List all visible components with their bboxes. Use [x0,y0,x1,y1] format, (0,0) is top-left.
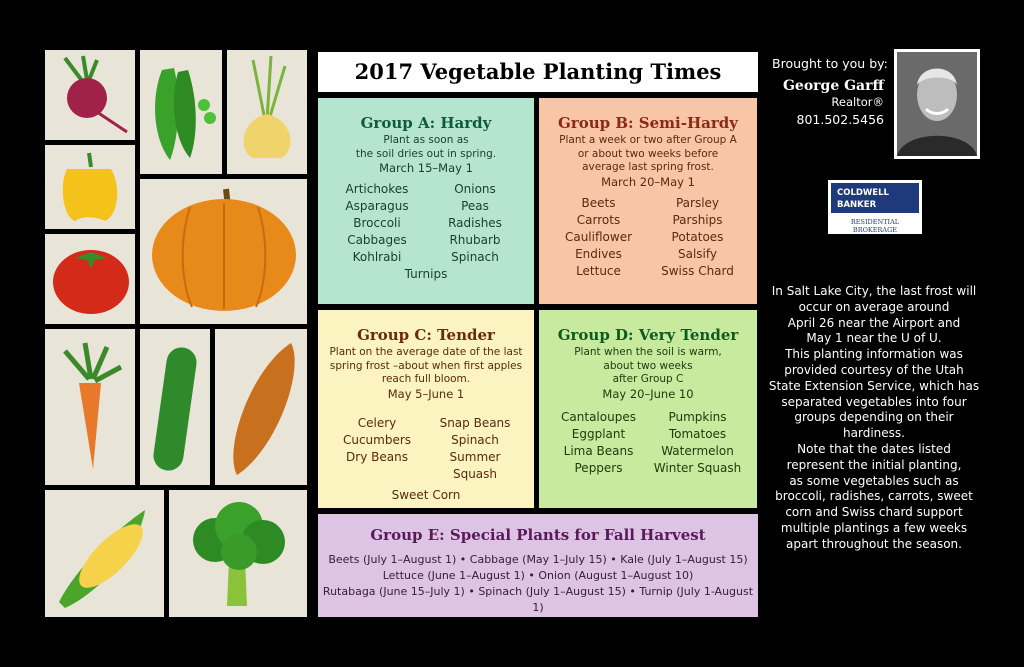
vegetable-item: Pumpkins [668,409,727,424]
group-a-dates: March 15–May 1 [379,161,473,175]
vegetable-item: Winter Squash [653,460,742,475]
vegetable-item: Broccoli [353,216,401,230]
vegetable-item: Rhubarb [449,233,501,247]
group-b-description [539,134,757,175]
vegetable-item: Endives [575,246,622,261]
logo-line: COLDWELL [837,188,889,198]
onion-icon [227,50,307,174]
tile-peas [140,50,222,174]
group-b-vegetable-list [539,195,757,280]
yellow-pepper-icon [45,145,135,229]
beet-icon [45,50,135,140]
tile-corn [45,490,164,617]
page-title: 2017 Vegetable Planting Times [318,52,758,92]
tile-tomato [45,234,135,324]
group-a-desc-line: the soil dries out in spring. [355,147,497,160]
group-c-vegetable-list [318,415,534,483]
group-c-panel [318,310,534,508]
vegetable-item: Cabbages [347,233,407,247]
group-e-line: Beets (July 1–August 1) • Cabbage (May 1–July 15) • Kale (July 1–August 15) [328,553,748,566]
vegetable-item: Lettuce [576,263,621,278]
group-e-schedule [318,552,758,616]
group-a-vegetable-list [318,181,534,266]
info-line: April 26 near the Airport and [787,315,961,330]
vegetable-item: Kohlrabi [352,250,402,264]
info-line: broccoli, radishes, carrots, sweet [775,489,973,504]
vegetable-item: Sweet Corn [391,487,461,502]
group-e-panel [318,514,758,617]
group-d-desc-line: after Group C [612,373,684,385]
group-e-heading: Group E: Special Plants for Fall Harvest [370,526,706,544]
info-line: hardiness. [843,426,905,441]
vegetable-item: Radishes [448,216,502,230]
tile-broccoli [169,490,307,617]
group-b-panel [539,98,757,304]
pea-pod-icon [140,50,222,174]
sponsor-intro: Brought to you by: [772,56,888,71]
group-b-desc-line: or about two weeks before [577,147,719,160]
vegetable-item: Onions [454,182,496,196]
group-d-heading: Group D: Very Tender [557,326,739,344]
group-c-desc-line: reach full bloom. [381,373,471,385]
group-a-desc-line: Plant as soon as [383,134,469,146]
tile-onion [227,50,307,174]
tile-pepper [45,145,135,229]
group-d-desc-line: Plant when the soil is warm, [574,346,722,358]
group-b-desc-line: average last spring frost. [582,161,714,173]
vegetable-item: Artichokes [345,182,409,196]
brokerage-logo [828,180,922,234]
info-line: multiple plantings a few weeks [780,520,968,535]
info-line: Note that the dates listed [797,441,951,456]
vegetable-item: Celery [357,415,397,430]
pumpkin-icon [140,179,307,324]
vegetable-item: Lima Beans [563,443,634,458]
vegetable-item: Summer Squash [449,449,501,481]
vegetable-item: Parships [672,212,723,227]
info-line: corn and Swiss chard support [785,505,963,520]
group-d-desc-line: about two weeks [603,359,693,372]
vegetable-item: Asparagus [345,199,409,213]
agent-name: George Garff [782,78,884,94]
vegetable-item: Tomatoes [668,426,727,441]
info-line: State Extension Service, which has [768,378,980,393]
vegetable-item: Beets [581,195,616,210]
vegetable-item: Peas [461,199,489,213]
logo-subtitle: RESIDENTIAL BROKERAGE [850,218,900,234]
group-e-line: Lettuce (June 1–August 1) • Onion (August 1–August 10) [382,569,694,582]
tile-cucumber [140,329,210,485]
info-line: provided courtesy of the Utah [784,362,964,377]
vegetable-item: Cantaloupes [561,409,636,424]
info-line: apart throughout the season. [786,536,962,551]
info-line: This planting information was [785,347,963,362]
group-c-description [318,346,534,387]
vegetable-item: Cucumbers [342,432,412,447]
agent-phone: 801.502.5456 [796,112,884,127]
agent-portrait-icon [894,49,980,159]
group-c-heading: Group C: Tender [357,326,495,344]
vegetable-item: Parsley [675,195,720,210]
group-b-desc-line: Plant a week or two after Group A [559,134,737,146]
tile-pumpkin [140,179,307,324]
info-line: occur on average around [798,299,950,314]
carrot-icon [45,329,135,485]
info-line: as some vegetables such as [789,473,959,488]
sweet-potato-icon [215,329,307,485]
group-d-dates: May 20–June 10 [602,386,694,401]
group-c-desc-line: Plant on the average date of the last [329,346,523,358]
agent-title: Realtor® [831,95,884,109]
group-b-dates: March 20–May 1 [601,174,695,189]
vegetable-item: Salsify [677,246,717,261]
vegetable-item: Spinach [451,432,499,447]
vegetable-item: Peppers [574,460,623,475]
group-d-description [539,346,757,387]
info-line: represent the initial planting, [786,457,962,472]
tile-sweet-potato [215,329,307,485]
agent-photo [894,49,980,159]
group-a-description [318,134,534,161]
vegetable-item: Eggplant [571,426,626,441]
frost-info-text [768,284,980,553]
info-line: groups depending on their [794,410,954,425]
vegetable-item: Potatoes [671,229,724,244]
broccoli-icon [169,490,307,617]
cucumber-icon [140,329,210,485]
logo-wordmark [831,183,919,213]
vegetable-item: Carrots [576,212,621,227]
info-line: May 1 near the U of U. [806,331,942,346]
group-e-line: Rutabaga (June 15–July 1) • Spinach (July 1–August 15) • Turnip (July 1-August 1) [322,585,754,614]
corn-icon [45,490,164,617]
info-line: In Salt Lake City, the last frost will [771,284,977,298]
group-b-heading: Group B: Semi-Hardy [558,114,738,132]
vegetable-item: Snap Beans [439,415,511,430]
group-d-vegetable-list [539,409,757,477]
vegetable-item: Swiss Chard [661,263,734,278]
vegetable-item: Turnips [404,267,448,281]
tile-carrot [45,329,135,485]
logo-line: BANKER [837,200,877,210]
vegetable-item: Dry Beans [346,449,408,464]
vegetable-item: Cauliflower [564,229,633,244]
group-a-heading: Group A: Hardy [360,114,492,132]
group-d-panel [539,310,757,508]
vegetable-item: Spinach [451,250,499,264]
info-line: separated vegetables into four [781,394,967,409]
group-a-panel [318,98,534,304]
vegetable-item: Watermelon [661,443,734,458]
tomato-icon [45,234,135,324]
group-c-dates: May 5–June 1 [387,386,465,401]
tile-beet [45,50,135,140]
group-c-desc-line: spring frost –about when first apples [329,359,523,372]
